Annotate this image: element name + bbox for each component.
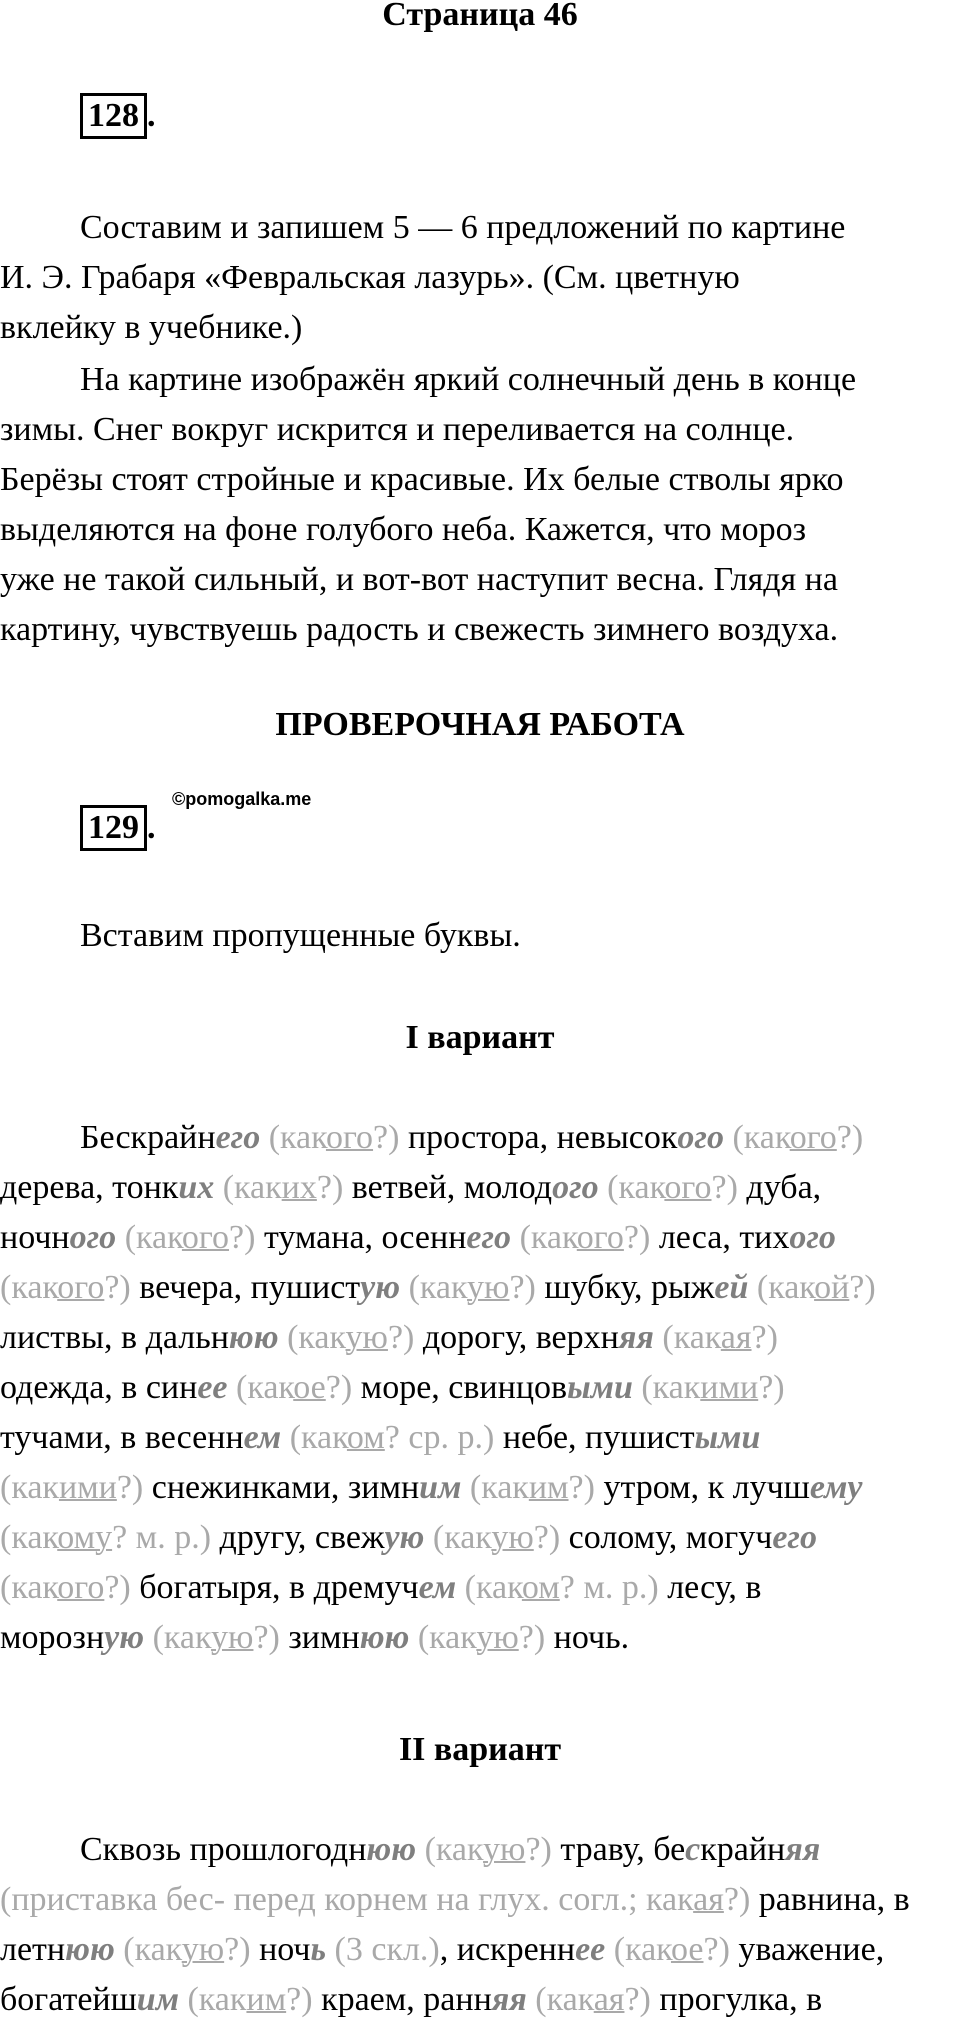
question-hint: (как: [408, 1269, 468, 1306]
inserted-letters: ого: [552, 1169, 599, 1206]
question-hint: (как: [424, 1831, 484, 1868]
hint-ending: ая: [593, 1981, 625, 2018]
question-hint: (как: [613, 1931, 671, 1968]
text-segment: [511, 1219, 520, 1256]
question-hint: (как: [464, 1569, 522, 1606]
hint-ending: ому: [57, 1519, 113, 1556]
task-number-128: 128 .: [80, 93, 156, 139]
inserted-letters: им: [419, 1469, 462, 1506]
question-hint: (как: [289, 1419, 347, 1456]
text-segment: богатейш: [0, 1981, 137, 2018]
inserted-letters: его: [466, 1219, 512, 1256]
inserted-letters: юю: [366, 1831, 417, 1868]
question-hint: ?): [525, 1831, 552, 1868]
hint-ending: им: [528, 1469, 569, 1506]
hint-ending: ими: [58, 1469, 117, 1506]
inserted-letters: ого: [677, 1119, 724, 1156]
question-hint: ?): [849, 1269, 876, 1306]
inserted-letters: ую: [104, 1619, 145, 1656]
text-line: [0, 1413, 960, 1463]
inserted-letters: ого: [789, 1219, 836, 1256]
inserted-letters: яя: [785, 1831, 821, 1868]
question-hint: (как: [0, 1469, 59, 1506]
text-line: Составим и запишем 5 — 6 предложений по картине: [80, 209, 846, 246]
text-line: уже не такой сильный, и вот-вот наступит весна. Глядя на: [0, 561, 838, 598]
text-segment: другу, свеж: [211, 1519, 385, 1556]
text-line: картину, чувствуешь радость и свежесть зимнего воздуха.: [0, 611, 839, 648]
question-hint: (как: [432, 1519, 492, 1556]
hint-ending: ого: [664, 1169, 712, 1206]
text-segment: дуба,: [737, 1169, 822, 1206]
hint-ending: ого: [181, 1219, 230, 1256]
text-segment: дорогу, верхн: [414, 1319, 619, 1356]
text-segment: ветвей, молод: [343, 1169, 553, 1206]
question-hint: (как: [0, 1519, 58, 1556]
variant-1-title: I вариант: [405, 1019, 555, 1056]
hint-ending: ую: [491, 1519, 534, 1556]
inserted-letters: ее: [575, 1931, 606, 1968]
question-hint: (как: [607, 1169, 665, 1206]
inserted-letters: ь: [310, 1931, 327, 1968]
question-hint: (как: [187, 1981, 247, 2018]
text-segment: одежда, в син: [0, 1369, 198, 1406]
inserted-letters: ыми: [567, 1369, 633, 1406]
question-hint: ?): [286, 1981, 313, 2018]
inserted-letters: ем: [418, 1569, 457, 1606]
text-segment: утром, к лучш: [594, 1469, 810, 1506]
question-hint: (как: [123, 1931, 182, 1968]
text-segment: равнина, в: [750, 1881, 910, 1918]
text-segment: [456, 1569, 465, 1606]
inserted-letters: с: [685, 1831, 701, 1868]
question-hint: ?): [703, 1931, 730, 1968]
page-title: Страница 46: [382, 0, 578, 33]
question-hint: ?): [623, 1219, 651, 1256]
text-segment: [326, 1931, 335, 1968]
text-line: выделяются на фоне голубого неба. Кажется, что мороз: [0, 511, 807, 548]
text-segment: шубку, рыж: [535, 1269, 715, 1306]
hint-ending: ом: [521, 1569, 560, 1606]
text-segment: простора, невысок: [399, 1119, 678, 1156]
inserted-letters: ую: [360, 1269, 401, 1306]
hint-ending: ая: [693, 1881, 724, 1918]
inserted-letters: яя: [491, 1981, 527, 2018]
question-hint: (как: [519, 1219, 577, 1256]
question-hint: (как: [662, 1319, 721, 1356]
question-hint: (как: [0, 1269, 58, 1306]
question-hint: ? м. р.): [112, 1519, 212, 1556]
question-hint: ?): [373, 1119, 400, 1156]
hint-ending: ого: [789, 1119, 837, 1156]
text-segment: ночн: [0, 1219, 70, 1256]
question-hint: ? м. р.): [559, 1569, 659, 1606]
hint-ending: ого: [576, 1219, 624, 1256]
text-segment: [416, 1831, 425, 1868]
question-hint: ?): [711, 1169, 738, 1206]
question-hint: (как: [756, 1269, 815, 1306]
hint-ending: ом: [346, 1419, 385, 1456]
text-segment: крайн: [700, 1831, 786, 1868]
question-hint: ?): [751, 1319, 778, 1356]
text-segment: [424, 1519, 433, 1556]
inserted-letters: юю: [65, 1931, 115, 1968]
hint-ending: ую: [476, 1619, 519, 1656]
text-segment: морозн: [0, 1619, 105, 1656]
text-segment: тумана, осенн: [255, 1219, 467, 1256]
hint-ending: ого: [325, 1119, 374, 1156]
task-129-intro: Вставим пропущенные буквы.: [80, 917, 521, 954]
question-hint: ?): [387, 1319, 415, 1356]
task-number-box: 129: [80, 805, 147, 851]
text-segment: [748, 1269, 757, 1306]
text-segment: [599, 1169, 608, 1206]
question-hint: (как: [0, 1569, 58, 1606]
text-segment: лесу, в: [658, 1569, 762, 1606]
inserted-letters: его: [772, 1519, 817, 1556]
text-segment: [228, 1369, 237, 1406]
hint-ending: ую: [345, 1319, 388, 1356]
text-segment: листвы, в дальн: [0, 1319, 229, 1356]
text-line: [80, 1113, 960, 1163]
text-line: [0, 1213, 960, 1263]
hint-ending: ое: [670, 1931, 704, 1968]
text-segment: уважение,: [729, 1931, 885, 1968]
inserted-letters: юю: [359, 1619, 410, 1656]
question-hint: (как: [417, 1619, 477, 1656]
text-segment: [605, 1931, 614, 1968]
text-segment: ночь.: [545, 1619, 630, 1656]
hint-ending: ими: [700, 1369, 759, 1406]
question-hint: (как: [268, 1119, 326, 1156]
question-hint: (как: [222, 1169, 282, 1206]
hint-ending: ую: [181, 1931, 225, 1968]
text-segment: вечера, пушист: [130, 1269, 361, 1306]
question-hint: ?): [723, 1881, 751, 1918]
inserted-letters: ого: [69, 1219, 117, 1256]
inserted-letters: юю: [228, 1319, 279, 1356]
question-hint: ?): [325, 1369, 353, 1406]
inserted-letters: ыми: [694, 1419, 761, 1456]
hint-ending: ую: [483, 1831, 526, 1868]
text-segment: краем, ранн: [312, 1981, 492, 2018]
question-hint: ?): [518, 1619, 546, 1656]
question-hint: ?): [836, 1119, 864, 1156]
text-segment: [281, 1419, 290, 1456]
question-hint: (как: [469, 1469, 529, 1506]
inserted-letters: ему: [809, 1469, 863, 1506]
text-segment: [116, 1219, 125, 1256]
inserted-letters: его: [215, 1119, 261, 1156]
text-line: зимы. Снег вокруг искрится и переливается на солнце.: [0, 411, 795, 448]
hint-ending: ой: [814, 1269, 850, 1306]
text-line: [0, 1313, 960, 1363]
question-hint: ?): [316, 1169, 344, 1206]
text-line: [0, 1925, 960, 1975]
question-hint: ?): [104, 1269, 131, 1306]
question-hint: ? ср. р.): [384, 1419, 495, 1456]
task-number-129: 129 .: [80, 805, 156, 851]
text-line: [0, 1513, 960, 1563]
inserted-letters: яя: [618, 1319, 654, 1356]
question-hint: ?): [229, 1219, 256, 1256]
inserted-letters: им: [136, 1981, 179, 2018]
inserted-letters: ей: [714, 1269, 749, 1306]
text-segment: ноч: [250, 1931, 311, 1968]
text-line: [0, 1975, 960, 2025]
hint-ending: ое: [293, 1369, 326, 1406]
inserted-letters: ую: [384, 1519, 425, 1556]
text-segment: [260, 1119, 269, 1156]
text-segment: солому, могуч: [560, 1519, 773, 1556]
question-hint: (как: [732, 1119, 790, 1156]
text-segment: тучами, в весенн: [0, 1419, 244, 1456]
text-line: [0, 1563, 960, 1613]
text-segment: море, свинцов: [352, 1369, 568, 1406]
hint-ending: им: [246, 1981, 287, 2018]
text-line: Берёзы стоят стройные и красивые. Их белые стволы ярко: [0, 461, 844, 498]
question-hint: (как: [152, 1619, 212, 1656]
text-segment: летн: [0, 1931, 66, 1968]
question-hint: (как: [287, 1319, 346, 1356]
text-line: [0, 1263, 960, 1313]
hint-ending: ого: [57, 1269, 105, 1306]
text-segment: [461, 1469, 470, 1506]
text-segment: [279, 1319, 288, 1356]
text-line: [0, 1613, 960, 1663]
text-segment: [115, 1931, 124, 1968]
text-segment: дерева, тонк: [0, 1169, 179, 1206]
text-segment: [144, 1619, 153, 1656]
text-segment: Сквозь прошлогодн: [80, 1831, 367, 1868]
hint-ending: ую: [211, 1619, 254, 1656]
question-hint: ?): [224, 1931, 251, 1968]
question-hint: ?): [253, 1619, 280, 1656]
text-segment: [214, 1169, 223, 1206]
text-line: [0, 1463, 960, 1513]
text-segment: богатыря, в дремуч: [130, 1569, 419, 1606]
text-segment: , искренн: [439, 1931, 576, 1968]
text-segment: траву, бе: [551, 1831, 686, 1868]
question-hint: ?): [116, 1469, 144, 1506]
question-hint: (как: [124, 1219, 182, 1256]
text-segment: снежинками, зимн: [143, 1469, 420, 1506]
inserted-letters: ем: [243, 1419, 282, 1456]
question-hint: ?): [568, 1469, 595, 1506]
text-segment: прогулка, в: [650, 1981, 823, 2018]
question-hint: (как: [535, 1981, 594, 2018]
text-segment: Бескрайн: [80, 1119, 216, 1156]
text-segment: зимн: [279, 1619, 360, 1656]
text-segment: [409, 1619, 418, 1656]
inserted-letters: ее: [197, 1369, 228, 1406]
task-number-box: 128: [80, 93, 147, 139]
hint-ending: ая: [720, 1319, 752, 1356]
text-line: вклейку в учебнике.): [0, 309, 303, 346]
text-segment: [400, 1269, 409, 1306]
hint-ending: ую: [467, 1269, 510, 1306]
text-line: [0, 1363, 960, 1413]
question-hint: ?): [509, 1269, 536, 1306]
question-hint: (как: [236, 1369, 294, 1406]
question-hint: (приставка бес- перед корнем на глух. согл.; как: [0, 1881, 694, 1918]
question-hint: ?): [533, 1519, 561, 1556]
section-title: ПРОВЕРОЧНАЯ РАБОТА: [275, 706, 685, 743]
text-segment: небе, пушист: [494, 1419, 695, 1456]
variant-2-title: II вариант: [398, 1731, 562, 1768]
watermark: ©pomogalka.me: [172, 789, 312, 809]
question-hint: ?): [104, 1569, 131, 1606]
question-hint: ?): [758, 1369, 785, 1406]
text-line: [80, 1825, 960, 1875]
text-line: На картине изображён яркий солнечный день в конце: [80, 361, 857, 398]
hint-ending: их: [281, 1169, 317, 1206]
hint-ending: ого: [57, 1569, 105, 1606]
question-hint: (3 скл.): [334, 1931, 440, 1968]
question-hint: ?): [624, 1981, 651, 2018]
inserted-letters: их: [178, 1169, 215, 1206]
question-hint: (как: [641, 1369, 701, 1406]
text-segment: леса, тих: [650, 1219, 790, 1256]
text-line: И. Э. Грабаря «Февральская лазурь». (См. цветную: [0, 259, 740, 296]
text-line: [0, 1163, 960, 1213]
text-line: [0, 1875, 960, 1925]
